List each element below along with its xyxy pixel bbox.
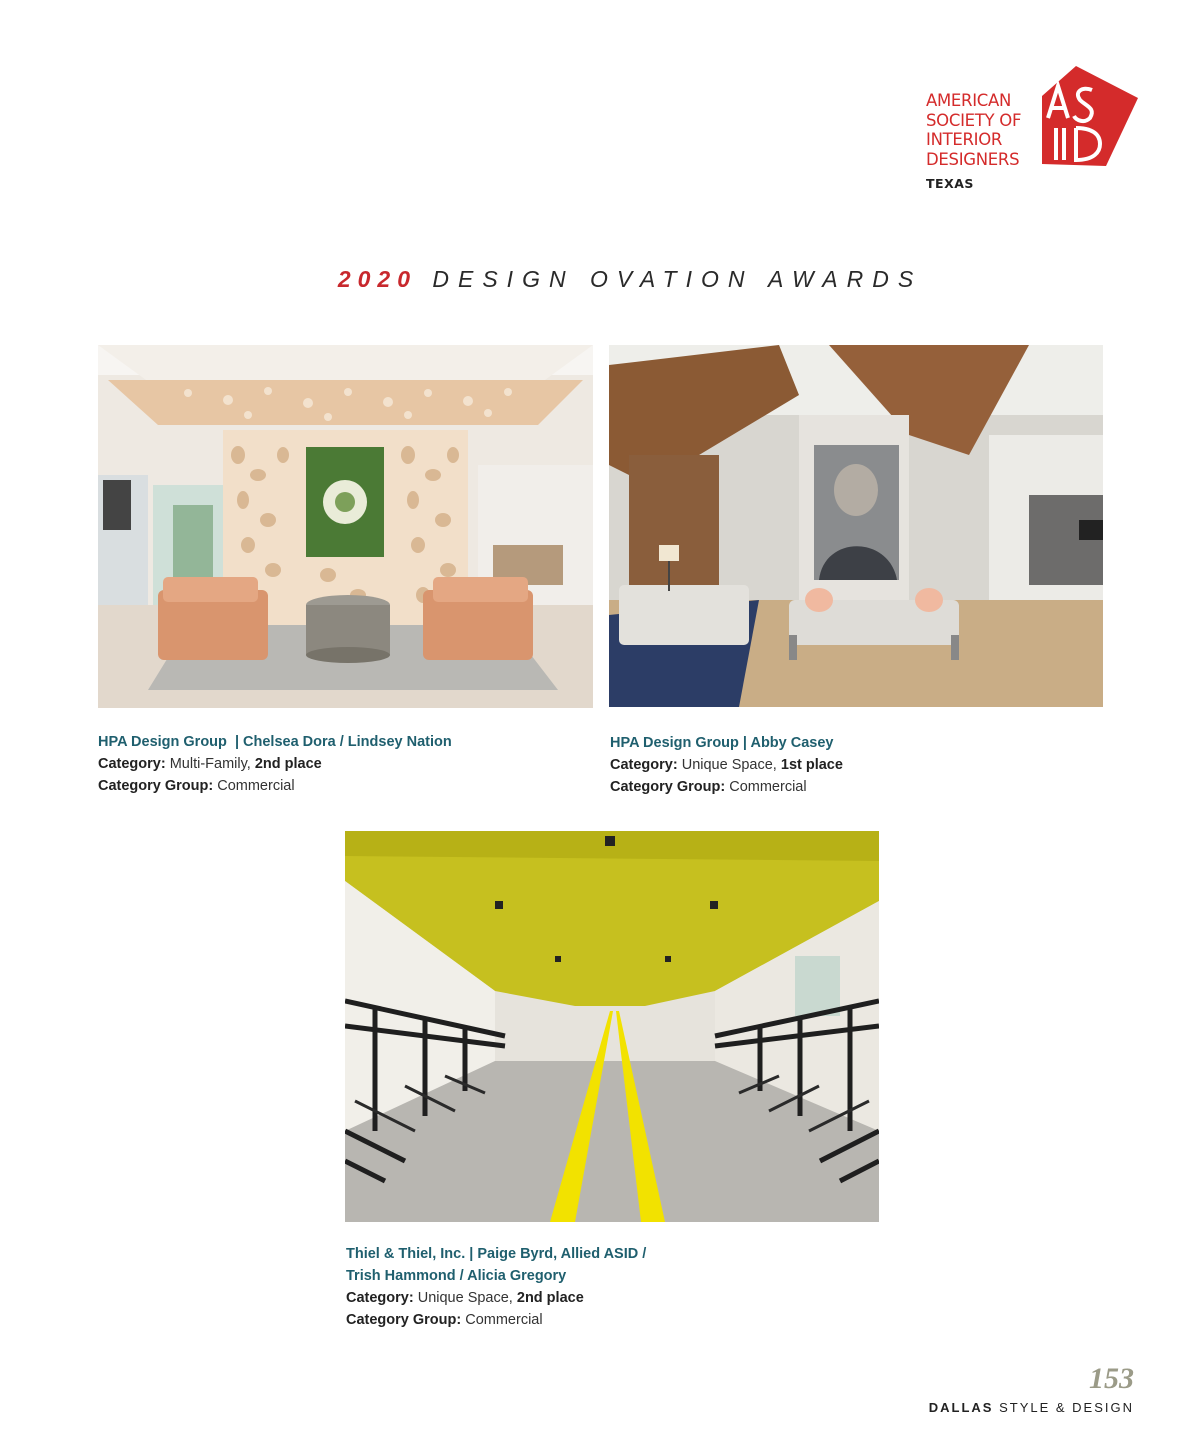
group-value: Commercial	[729, 779, 807, 795]
entry-2-firm: HPA Design Group | Abby Casey	[610, 735, 834, 751]
entry-3-category	[346, 1287, 646, 1309]
entry-2-group	[610, 776, 843, 798]
publication-footer	[929, 1400, 1134, 1415]
asid-logo-wordmark	[926, 91, 1036, 169]
entry-2-caption	[610, 732, 843, 798]
group-value: Commercial	[217, 778, 295, 794]
entry-3-photo	[345, 831, 879, 1222]
logo-line-2: SOCIETY OF	[926, 110, 1022, 130]
logo-line-1: AMERICAN	[926, 91, 1012, 110]
place: 1st place	[780, 757, 843, 773]
entry-2-photo	[609, 345, 1103, 707]
entry-1-category	[98, 753, 452, 775]
entry-1-firm: HPA Design Group | Chelsea Dora / Lindsey Nation	[98, 734, 452, 750]
group-label: Category Group:	[346, 1312, 462, 1328]
page-title	[0, 266, 1200, 293]
place: 2nd place	[516, 1290, 584, 1306]
group-value: Commercial	[465, 1312, 543, 1328]
logo-line-3: INTERIOR	[926, 130, 1003, 149]
category-value: Unique Space,	[417, 1290, 513, 1306]
logo-line-4: DESIGNERS	[926, 149, 1020, 169]
entry-3-firm-line-2: Trish Hammond / Alicia Gregory	[346, 1268, 567, 1284]
place: 2nd place	[254, 756, 322, 772]
category-label: Category:	[346, 1290, 414, 1306]
logo-state: TEXAS	[926, 176, 974, 191]
entry-2-category	[610, 754, 843, 776]
group-label: Category Group:	[610, 779, 726, 795]
entry-3-firm-line-1: Thiel & Thiel, Inc. | Paige Byrd, Allied ASID /	[346, 1246, 647, 1262]
publication-name-bold: DALLAS	[928, 1400, 994, 1415]
title-text: DESIGN OVATION AWARDS	[432, 266, 923, 292]
entry-1-photo	[98, 345, 593, 708]
entry-3-caption	[346, 1243, 646, 1331]
entry-1-group	[98, 775, 452, 797]
category-value: Unique Space,	[681, 757, 777, 773]
asid-logo-mark	[1034, 66, 1138, 168]
entry-3-group	[346, 1309, 646, 1331]
category-value: Multi-Family,	[169, 756, 251, 772]
category-label: Category:	[610, 757, 678, 773]
title-year: 2020	[337, 266, 417, 292]
publication-name-rest: STYLE & DESIGN	[999, 1400, 1134, 1415]
entry-1-caption	[98, 731, 452, 797]
category-label: Category:	[98, 756, 166, 772]
page-number: 153	[1089, 1362, 1134, 1395]
group-label: Category Group:	[98, 778, 214, 794]
